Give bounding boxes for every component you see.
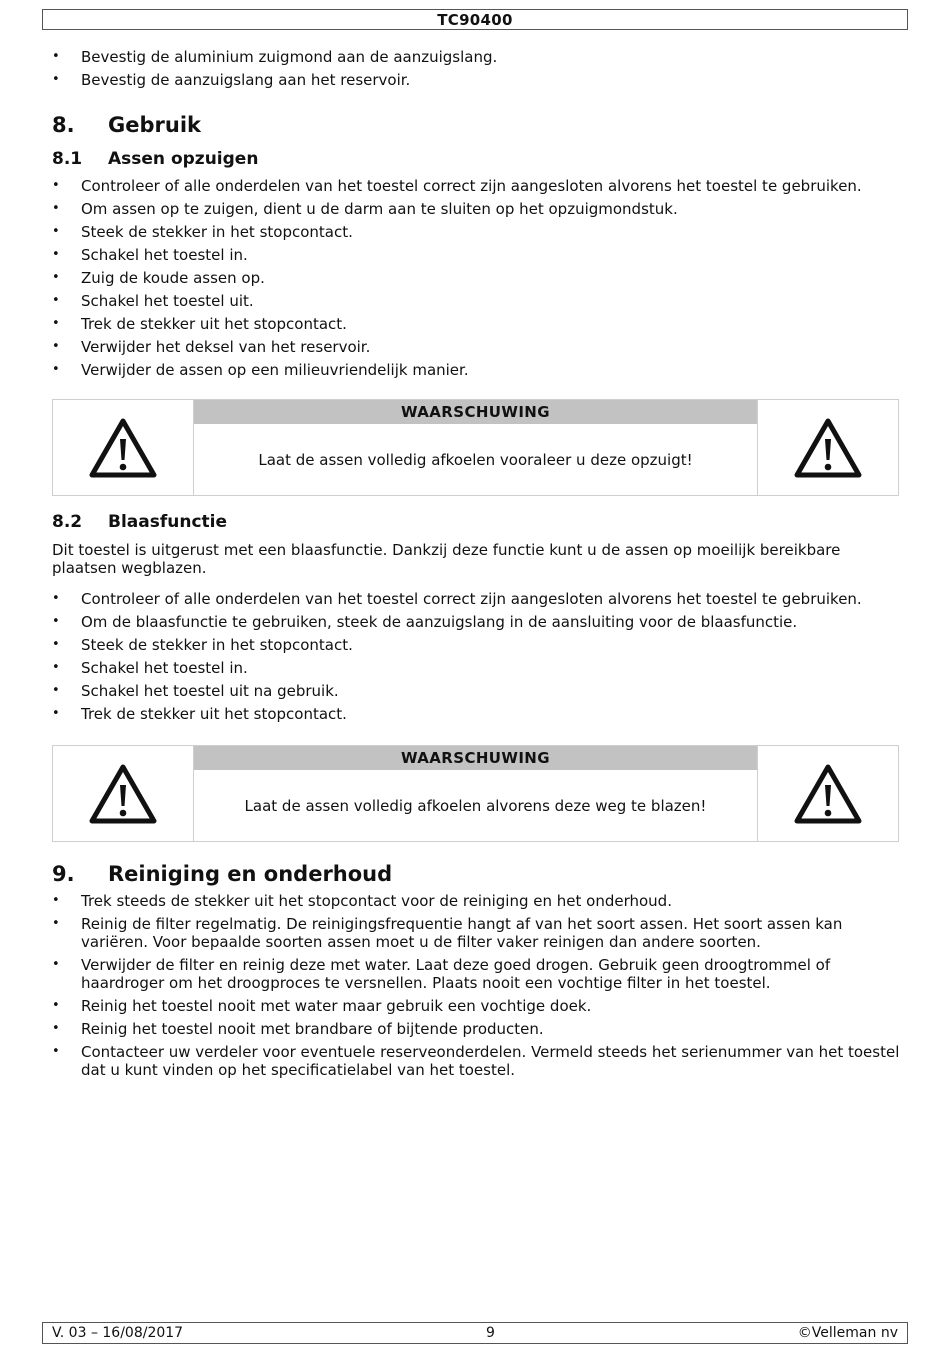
- warning-title: WAARSCHUWING: [194, 400, 757, 424]
- list-item: • Schakel het toestel in.: [52, 246, 900, 264]
- list-item: • Steek de stekker in het stopcontact.: [52, 223, 900, 241]
- list-item: • Contacteer uw verdeler voor eventuele reserveonderdelen. Vermeld steeds het serienummer van het toestel dat u kunt vinden op het specificatielabel van het toestel.: [52, 1043, 900, 1079]
- warning-triangle-icon: [793, 417, 863, 479]
- list-item: • Controleer of alle onderdelen van het toestel correct zijn aangesloten alvorens het toestel te gebruiken.: [52, 590, 900, 608]
- section-8-2-list: [52, 590, 900, 723]
- warning-content: [194, 746, 757, 841]
- warning-box: [52, 745, 899, 842]
- warning-icon-cell: [757, 746, 898, 841]
- list-item: • Verwijder de assen op een milieuvriendelijk manier.: [52, 361, 900, 379]
- section-9-heading: [52, 862, 900, 886]
- list-item: • Controleer of alle onderdelen van het toestel correct zijn aangesloten alvorens het toestel te gebruiken.: [52, 177, 900, 195]
- warning-title: WAARSCHUWING: [194, 746, 757, 770]
- intro-list: [52, 48, 900, 89]
- section-8-2-heading: [52, 512, 900, 532]
- warning-triangle-icon: [88, 417, 158, 479]
- warning-triangle-icon: [88, 763, 158, 825]
- warning-triangle-icon: [793, 763, 863, 825]
- list-item: • Trek de stekker uit het stopcontact.: [52, 315, 900, 333]
- list-item: • Reinig de filter regelmatig. De reinigingsfrequentie hangt af van het soort assen. Het soort assen kan variëren. Voor bepaalde soorten assen moet u de filter vaker reinigen dan andere soorten.: [52, 915, 900, 951]
- list-item: • Schakel het toestel in.: [52, 659, 900, 677]
- list-item: • Steek de stekker in het stopcontact.: [52, 636, 900, 654]
- section-9-list: [52, 892, 900, 1079]
- warning-content: [194, 400, 757, 495]
- section-number: 8.: [52, 113, 75, 137]
- section-number: 9.: [52, 862, 75, 886]
- footer-page-number: 9: [485, 1325, 495, 1341]
- list-item: • Reinig het toestel nooit met water maar gebruik een vochtige doek.: [52, 997, 900, 1015]
- warning-message: Laat de assen volledig afkoelen vooraleer u deze opzuigt!: [258, 450, 693, 469]
- warning-message: Laat de assen volledig afkoelen alvorens deze weg te blazen!: [244, 796, 707, 815]
- subsection-number: 8.2: [52, 512, 83, 532]
- section-8-heading: [52, 113, 900, 137]
- list-item: • Verwijder het deksel van het reservoir.: [52, 338, 900, 356]
- list-item: • Bevestig de aluminium zuigmond aan de aanzuigslang.: [52, 48, 900, 66]
- subsection-title: Assen opzuigen: [108, 149, 259, 169]
- list-item: • Verwijder de filter en reinig deze met water. Laat deze goed drogen. Gebruik geen droogtrommel of haardroger om het droogproces te versnellen. Plaats nooit een vochtige filter in het toestel.: [52, 956, 900, 992]
- warning-icon-cell: [757, 400, 898, 495]
- subsection-title: Blaasfunctie: [108, 512, 228, 532]
- list-item: • Bevestig de aanzuigslang aan het reservoir.: [52, 71, 900, 89]
- warning-icon-cell: [53, 746, 194, 841]
- list-item: • Reinig het toestel nooit met brandbare of bijtende producten.: [52, 1020, 900, 1038]
- header-title: TC90400: [437, 11, 513, 29]
- section-title: Reiniging en onderhoud: [108, 862, 393, 886]
- section-title: Gebruik: [108, 113, 201, 137]
- page-content: [52, 48, 900, 1084]
- section-8-1-heading: [52, 149, 900, 169]
- list-item: • Trek de stekker uit het stopcontact.: [52, 705, 900, 723]
- section-8-2-paragraph: Dit toestel is uitgerust met een blaasfunctie. Dankzij deze functie kunt u de assen op moeilijk bereikbare plaatsen wegblazen.: [52, 541, 841, 577]
- section-8-1-list: [52, 177, 900, 379]
- list-item: • Zuig de koude assen op.: [52, 269, 900, 287]
- page-header: [42, 9, 908, 30]
- list-item: • Trek steeds de stekker uit het stopcontact voor de reiniging en het onderhoud.: [52, 892, 900, 910]
- subsection-number: 8.1: [52, 149, 83, 169]
- list-item: • Om de blaasfunctie te gebruiken, steek de aanzuigslang in de aansluiting voor de blaasfunctie.: [52, 613, 900, 631]
- footer-version: V. 03 – 16/08/2017: [52, 1325, 184, 1341]
- page-footer: [42, 1322, 908, 1344]
- list-item: • Schakel het toestel uit na gebruik.: [52, 682, 900, 700]
- list-item: • Schakel het toestel uit.: [52, 292, 900, 310]
- footer-copyright: ©Velleman nv: [797, 1325, 898, 1341]
- warning-box: [52, 399, 899, 496]
- warning-icon-cell: [53, 400, 194, 495]
- list-item: • Om assen op te zuigen, dient u de darm aan te sluiten op het opzuigmondstuk.: [52, 200, 900, 218]
